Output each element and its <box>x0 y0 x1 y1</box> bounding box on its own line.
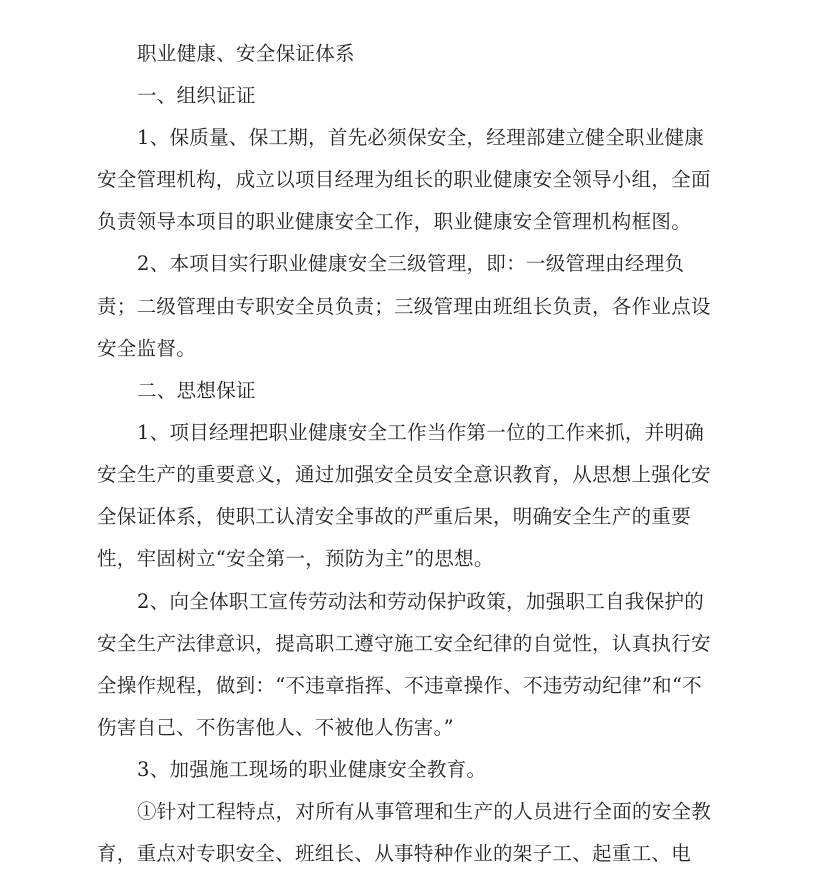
paragraph-line: ①针对工程特点，对所有从事管理和生产的人员进行全面的安全教 <box>137 800 712 823</box>
paragraph-line: 安全生产法律意识，提高职工遵守施工安全纪律的自觉性，认真执行安 <box>97 632 711 655</box>
paragraph-line: 安全监督。 <box>97 337 197 360</box>
section-heading: 二、思想保证 <box>137 379 256 402</box>
paragraph-line: 安全生产的重要意义，通过加强安全员安全意识教育，从思想上强化安 <box>97 463 711 486</box>
section-heading: 一、组织证证 <box>137 84 256 107</box>
paragraph-line: 2、本项目实行职业健康安全三级管理，即：一级管理由经理负 <box>137 252 685 275</box>
paragraph-line: 育，重点对专职安全、班组长、从事特种作业的架子工、起重工、电 <box>97 842 692 865</box>
document-title: 职业健康、安全保证体系 <box>137 42 355 65</box>
paragraph-line: 2、向全体职工宣传劳动法和劳动保护政策，加强职工自我保护的 <box>137 590 705 613</box>
paragraph-line: 伤害自己、不伤害他人、不被他人伤害。” <box>97 716 454 739</box>
paragraph-line: 全操作规程，做到：“不违章指挥、不违章操作、不违劳动纪律”和“不 <box>97 674 703 697</box>
paragraph-line: 责；二级管理由专职安全员负责；三级管理由班组长负责，各作业点设 <box>97 295 711 318</box>
paragraph-line: 1、保质量、保工期，首先必须保安全，经理部建立健全职业健康 <box>137 126 705 149</box>
paragraph-line: 1、项目经理把职业健康安全工作当作第一位的工作来抓，并明确 <box>137 421 705 444</box>
paragraph-line: 3、加强施工现场的职业健康安全教育。 <box>137 758 487 781</box>
paragraph-line: 负责领导本项目的职业健康安全工作，职业健康安全管理机构框图。 <box>97 210 692 233</box>
paragraph-line: 全保证体系，使职工认清安全事故的严重后果，明确安全生产的重要 <box>97 505 692 528</box>
paragraph-line: 性，牢固树立“安全第一，预防为主”的思想。 <box>97 547 494 570</box>
paragraph-line: 安全管理机构，成立以项目经理为组长的职业健康安全领导小组，全面 <box>97 168 711 191</box>
